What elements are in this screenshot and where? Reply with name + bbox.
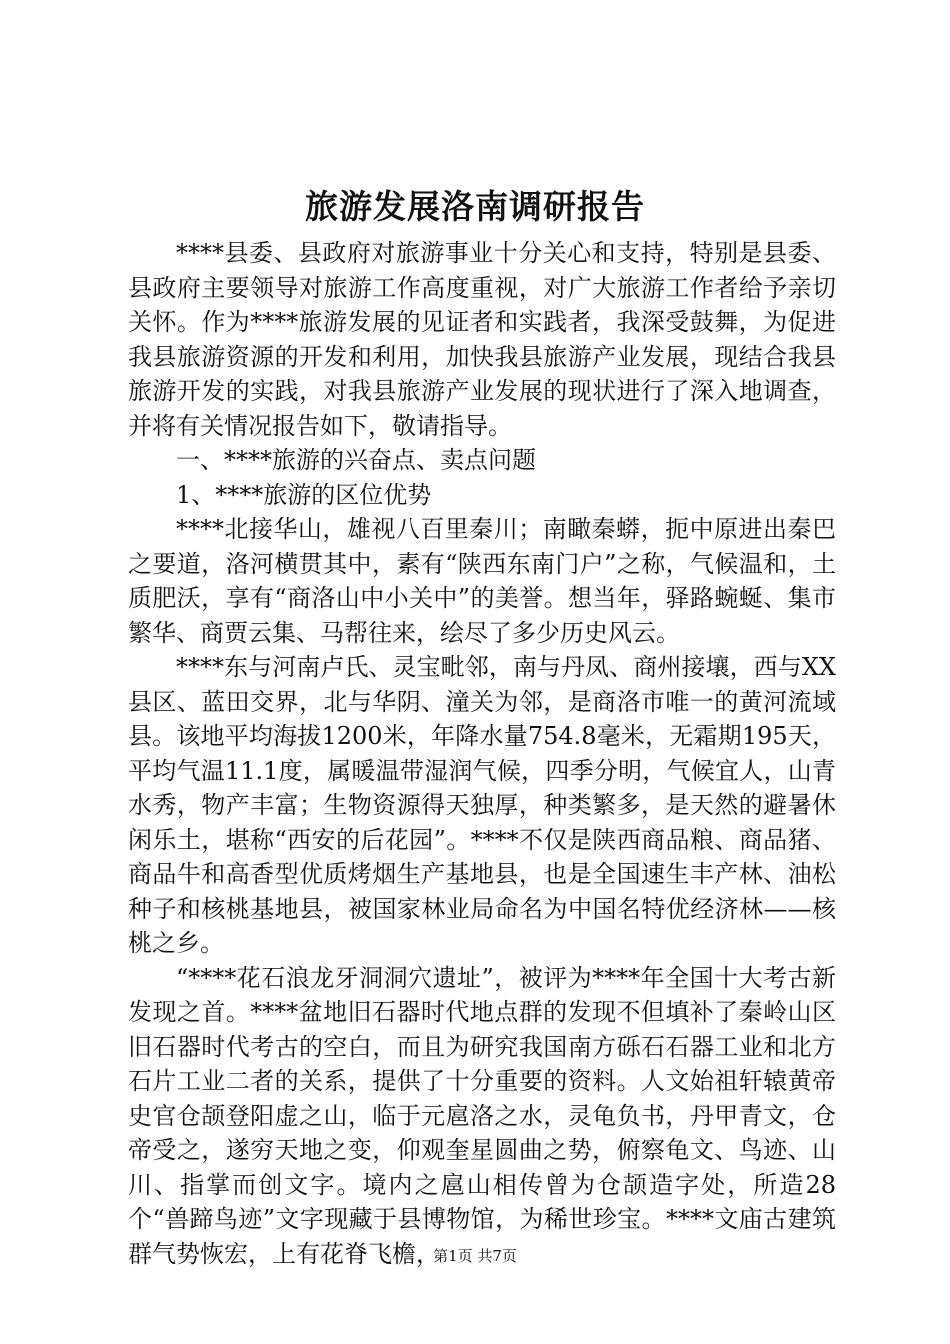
page-footer: 第1页 共7页 — [433, 1247, 517, 1265]
paragraph: ****东与河南卢氏、灵宝毗邻，南与丹凤、商州接壤，西与XX县区、蓝田交界，北与华阴、潼关为邻，是商洛市唯一的黄河流域县。该地平均海拔1200米，年降水量754.8毫米，无霜期195天，平均气温11.1度，属暖温带湿润气候，四季分明，气候宜人，山青水秀，物产丰富；生物资源得天独厚，种类繁多，是天然的避暑休闲乐土，堪称“西安的后花园”。****不仅是陕西商品粮、商品猪、商品牛和高香型优质烤烟生产基地县，也是全国速生丰产林、油松种子和核桃基地县，被国家林业局命名为中国名特优经济林——核桃之乡。 — [128, 653, 836, 957]
subsection-heading: 1、****旅游的区位优势 — [176, 480, 432, 509]
section-heading: 一、****旅游的兴奋点、卖点问题 — [176, 446, 536, 474]
paragraph: “****花石浪龙牙洞洞穴遗址”，被评为****年全国十大考古新发现之首。****盆地旧石器时代地点群的发现不但填补了秦岭山区旧石器时代考古的空白，而且为研究我国南方砾石石器工业和北方石片工业二者的关系，提供了十分重要的资料。人文始祖轩辕黄帝史官仓颉登阳虚之山，临于元扈洛之水，灵龟负书，丹甲青文，仓帝受之，遂穷天地之变，仰观奎星圆曲之势，俯察龟文、鸟迹、山川、指掌而创文字。境内之扈山相传曾为仓颉造字处，所造28个“兽蹄鸟迹”文字现藏于县博物馆，为稀世珍宝。****文庙古建筑群气势恢宏，上有花脊飞檐， — [128, 963, 836, 1268]
document-body — [128, 236, 836, 1271]
document-title: 旅游发展洛南调研报告 — [305, 187, 645, 226]
paragraph: ****县委、县政府对旅游事业十分关心和支持，特别是县委、县政府主要领导对旅游工作高度重视，对广大旅游工作者给予亲切关怀。作为****旅游发展的见证者和实践者，我深受鼓舞，为促进我县旅游资源的开发和利用，加快我县旅游产业发展，现结合我县旅游开发的实践，对我县旅游产业发展的现状进行了深入地调查，并将有关情况报告如下，敬请指导。 — [128, 239, 836, 440]
paragraph: ****北接华山，雄视八百里秦川；南瞰秦蟒，扼中原进出秦巴之要道，洛河横贯其中，素有“陕西东南门户”之称，气候温和，土质肥沃，享有“商洛山中小关中”的美誉。想当年，驿路蜿蜒、集市繁华、商贾云集、马帮往来，绘尽了多少历史风云。 — [128, 515, 836, 647]
